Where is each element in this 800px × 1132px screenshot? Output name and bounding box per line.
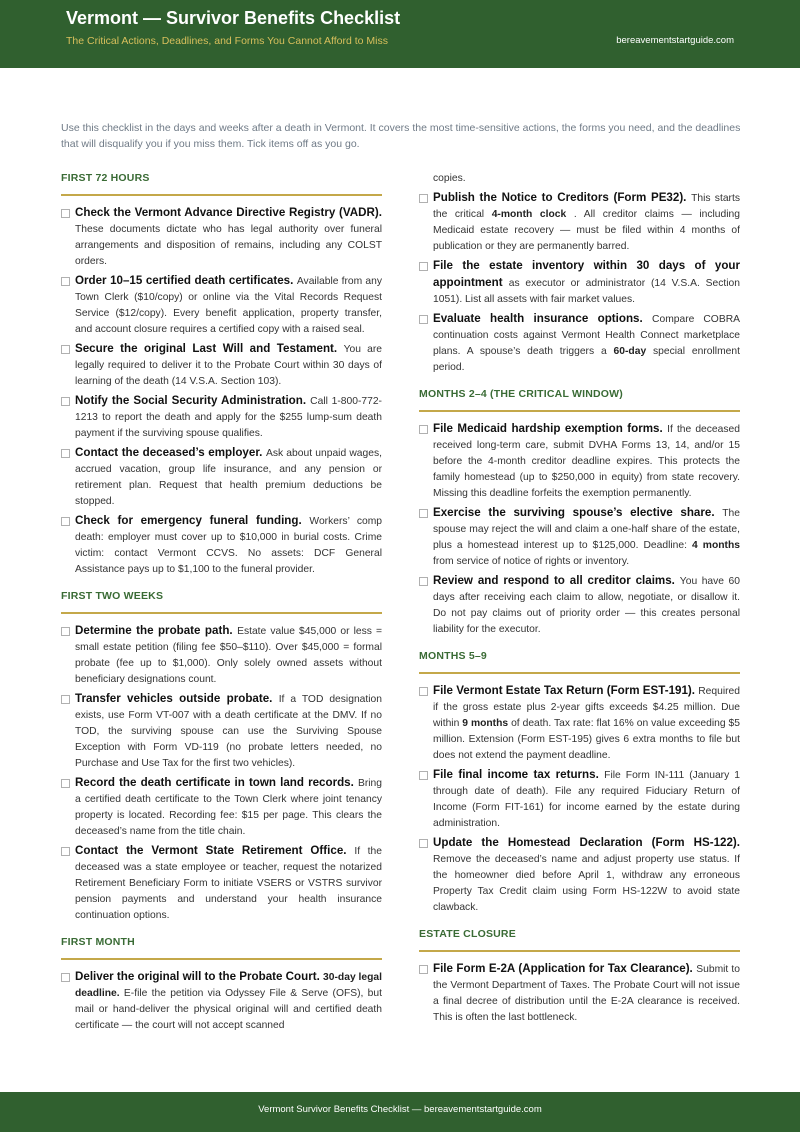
checklist-item <box>61 691 382 772</box>
checklist-item <box>419 421 740 502</box>
item-title: Contact the Vermont State Retirement Office. <box>75 844 355 857</box>
checklist-item <box>61 445 382 510</box>
checkbox[interactable] <box>419 965 428 974</box>
item-title: Notify the Social Security Administration. <box>75 394 311 407</box>
item-body: Available from any Town Clerk ($10/copy) or online via the Vital Records Request Service ($12/copy). Every benefit application, property transfer, and account closure requires a certified copy with a raised seal. <box>75 276 382 335</box>
item-title: Deliver the original will to the Probate Court. <box>75 970 324 983</box>
page-header <box>0 0 800 68</box>
item-body: You are legally required to deliver it to the Probate Court within 30 days of learning of the death (14 V.S.A. Section 103). <box>75 344 383 387</box>
item-body: Call 1-800-772-1213 to report the death and apply for the $255 lump-sum death payment if the surviving spouse qualifies. <box>75 396 382 439</box>
checkbox[interactable] <box>419 687 428 696</box>
section-divider <box>419 672 740 674</box>
item-deadline: 4 months <box>692 540 740 551</box>
item-body: Required if the gross estate plus 2-year gifts exceeds $4.25 million. Due within <box>433 686 741 729</box>
checklist-item <box>419 683 740 764</box>
section-title-first-month: FIRST MONTH <box>61 936 135 948</box>
checkbox[interactable] <box>419 771 428 780</box>
item-body: File Form IN-111 (January 1 through date of death). File any required Fiduciary Return of Income (Form FIT-161) for income earned by the estate during administration. <box>433 770 740 829</box>
item-title: File the estate inventory within 30 days of your appointment <box>433 259 740 289</box>
section-divider <box>61 194 382 196</box>
section-divider <box>61 958 382 960</box>
checkbox[interactable] <box>419 425 428 434</box>
item-title: Secure the original Last Will and Testament. <box>75 342 344 355</box>
item-deadline: 4-month clock <box>491 209 574 220</box>
checklist-item <box>61 273 382 338</box>
checkbox[interactable] <box>61 695 70 704</box>
checkbox[interactable] <box>61 397 70 406</box>
section-divider <box>61 612 382 614</box>
checklist-item <box>419 961 740 1026</box>
item-title: File final income tax returns. <box>433 768 605 781</box>
item-title: Check for emergency funeral funding. <box>75 514 310 527</box>
checkbox[interactable] <box>419 315 428 324</box>
page-footer <box>0 1092 800 1132</box>
checklist-item <box>61 775 382 840</box>
checklist-item <box>61 341 382 390</box>
item-title: Exercise the surviving spouse’s elective share. <box>433 506 723 519</box>
checkbox[interactable] <box>419 577 428 586</box>
checklist-item <box>419 311 740 376</box>
checklist-item <box>419 767 740 832</box>
item-body: Submit to the Vermont Department of Taxes. The Probate Court will not issue a final decree of distribution until the E-2A clearance is received. This is often the last bottleneck. <box>433 964 740 1023</box>
right-column <box>419 171 740 1029</box>
item-body: . All creditor claims — including Medicaid estate recovery — must be filed within 4 months of publication or they are permanently barred. <box>433 209 740 252</box>
item-body: as executor or administrator (14 V.S.A. Section 1051). List all assets with fair market values. <box>433 278 741 305</box>
item-body: Remove the deceased’s name and adjust property use status. If the homeowner died before April 1, withdraw any erroneous Property Tax Credit claim using Form HS-122W to avoid state clawback. <box>433 854 740 913</box>
item-continuation: copies. <box>433 173 466 184</box>
checklist-item <box>61 513 382 578</box>
checkbox[interactable] <box>419 262 428 271</box>
section-title-months-2-4: MONTHS 2–4 (THE CRITICAL WINDOW) <box>419 388 623 400</box>
item-title: Review and respond to all creditor claims. <box>433 574 680 587</box>
section-title-first-72-hours: FIRST 72 HOURS <box>61 172 150 184</box>
checkbox[interactable] <box>61 277 70 286</box>
checklist-item <box>61 969 382 1034</box>
item-body: of death. Tax rate: flat 16% on value exceeding $5 million. Extension (Form EST-195) gives 6 extra months to file but does not extend the payment deadline. <box>433 718 741 761</box>
item-body: Estate value $45,000 or less = small estate petition (filing fee $50–$110). Over $45,000 = formal probate (fee up to $1,000). Only solely owned assets without beneficiary designations count. <box>75 626 383 685</box>
intro-paragraph: Use this checklist in the days and weeks after a death in Vermont. It covers the most time-sensitive actions, the forms you need, and the deadlines that will disqualify you if you miss them. Tick items off as you go. <box>61 122 741 150</box>
checkbox[interactable] <box>61 449 70 458</box>
header-site-link[interactable]: bereavementstartguide.com <box>616 35 734 46</box>
checkbox[interactable] <box>419 839 428 848</box>
item-body: If the deceased was a state employee or teacher, request the notarized Retirement Beneficiary Form to initiate VSERS or VSTRS survivor pension payments and understand your health insurance continuation options. <box>75 846 382 921</box>
item-title: Update the Homestead Declaration (Form HS-122). <box>433 836 740 849</box>
item-deadline: 60-day <box>613 346 654 357</box>
page-title: Vermont — Survivor Benefits Checklist <box>66 8 401 28</box>
item-title: Transfer vehicles outside probate. <box>75 692 279 705</box>
item-title: Publish the Notice to Creditors (Form PE32). <box>433 191 692 204</box>
checkbox[interactable] <box>61 779 70 788</box>
checklist-item <box>419 258 740 308</box>
left-column <box>61 171 382 1037</box>
item-body: Ask about unpaid wages, accrued vacation, group life insurance, and any pension or retirement plan. Request that health premium deductions be stopped. <box>75 448 382 507</box>
checklist-item <box>419 190 740 255</box>
item-deadline: 30-day legal deadline. <box>75 972 383 999</box>
item-body: Compare COBRA continuation costs against Vermont Health Connect marketplace plans. A spouse’s death triggers a <box>433 314 740 357</box>
item-body: This starts the critical <box>433 193 740 220</box>
checklist-item <box>419 573 740 638</box>
section-title-months-5-9: MONTHS 5–9 <box>419 650 487 662</box>
checklist-item <box>61 623 382 688</box>
item-title: Order 10–15 certified death certificates. <box>75 274 297 287</box>
checklist-item <box>61 205 382 270</box>
section-divider <box>419 410 740 412</box>
item-title: File Vermont Estate Tax Return (Form EST-191). <box>433 684 699 697</box>
item-title: File Medicaid hardship exemption forms. <box>433 422 668 435</box>
item-body: If a TOD designation exists, use Form VT-007 with a death certificate at the DMV. If no TOD, the surviving spouse can use the Surviving Spouse Exception with Form VD-119 (no probate letters needed, no Purchase and Use Tax for the first two vehicles). <box>75 694 382 769</box>
item-body: Workers’ comp death: employer must cover up to $10,000 in burial costs. Crime victim: contact Vermont CCVS. No assets: DCF General Assistance pays up to $1,100 to the funeral provider. <box>75 516 383 575</box>
item-title: File Form E-2A (Application for Tax Clearance). <box>433 962 697 975</box>
section-divider <box>419 950 740 952</box>
item-title: Check the Vermont Advance Directive Registry (VADR). <box>75 206 382 219</box>
item-body: The spouse may reject the will and claim a one-half share of the estate, plus a homestead interest up to $125,000. Deadline: <box>433 508 740 551</box>
checklist-item <box>61 843 382 924</box>
checkbox[interactable] <box>61 973 70 982</box>
checkbox[interactable] <box>61 517 70 526</box>
item-body: These documents dictate who has legal authority over funeral arrangements and disposition of remains, including any COLST orders. <box>75 224 382 267</box>
item-body: special enrollment period. <box>433 346 740 373</box>
footer-text: Vermont Survivor Benefits Checklist — bereavementstartguide.com <box>258 1104 542 1115</box>
item-title: Determine the probate path. <box>75 624 238 637</box>
checkbox[interactable] <box>419 194 428 203</box>
checkbox[interactable] <box>61 209 70 218</box>
checkbox[interactable] <box>61 345 70 354</box>
checkbox[interactable] <box>61 627 70 636</box>
item-title: Evaluate health insurance options. <box>433 312 653 325</box>
item-body: from service of notice of rights or inventory. <box>433 556 630 567</box>
checkbox[interactable] <box>419 509 428 518</box>
item-deadline: 9 months <box>462 718 512 729</box>
item-body: E-file the petition via Odyssey File & Serve (OFS), but mail or hand-deliver the physical original will and certified death certificate — the court will not accept scanned <box>75 988 382 1031</box>
item-body: You have 60 days after receiving each claim to allow, negotiate, or disallow it. Do not pay claims out of priority order — this creates personal liability for the executor. <box>433 576 740 635</box>
checkbox[interactable] <box>61 847 70 856</box>
item-title: Record the death certificate in town land records. <box>75 776 358 789</box>
section-title-estate-closure: ESTATE CLOSURE <box>419 928 516 940</box>
checklist-item <box>419 835 740 916</box>
section-title-first-two-weeks: FIRST TWO WEEKS <box>61 590 164 602</box>
checklist-item <box>61 393 382 442</box>
item-body: Bring a certified death certificate to the Town Clerk where joint tenancy property is located. Recording fee: $15 per page. This clears the deceased’s name from the title chain. <box>75 778 382 837</box>
page-subtitle: The Critical Actions, Deadlines, and Forms You Cannot Afford to Miss <box>66 35 388 47</box>
checklist-item <box>419 505 740 570</box>
item-body: If the deceased received long-term care, submit DVHA Forms 13, 14, and/or 15 before the 4-month creditor deadline expires. This protects the family homestead (up to $250,000 in equity) from state recovery. Missing this deadline forfeits the exemption permanently. <box>433 424 740 499</box>
item-title: Contact the deceased’s employer. <box>75 446 266 459</box>
